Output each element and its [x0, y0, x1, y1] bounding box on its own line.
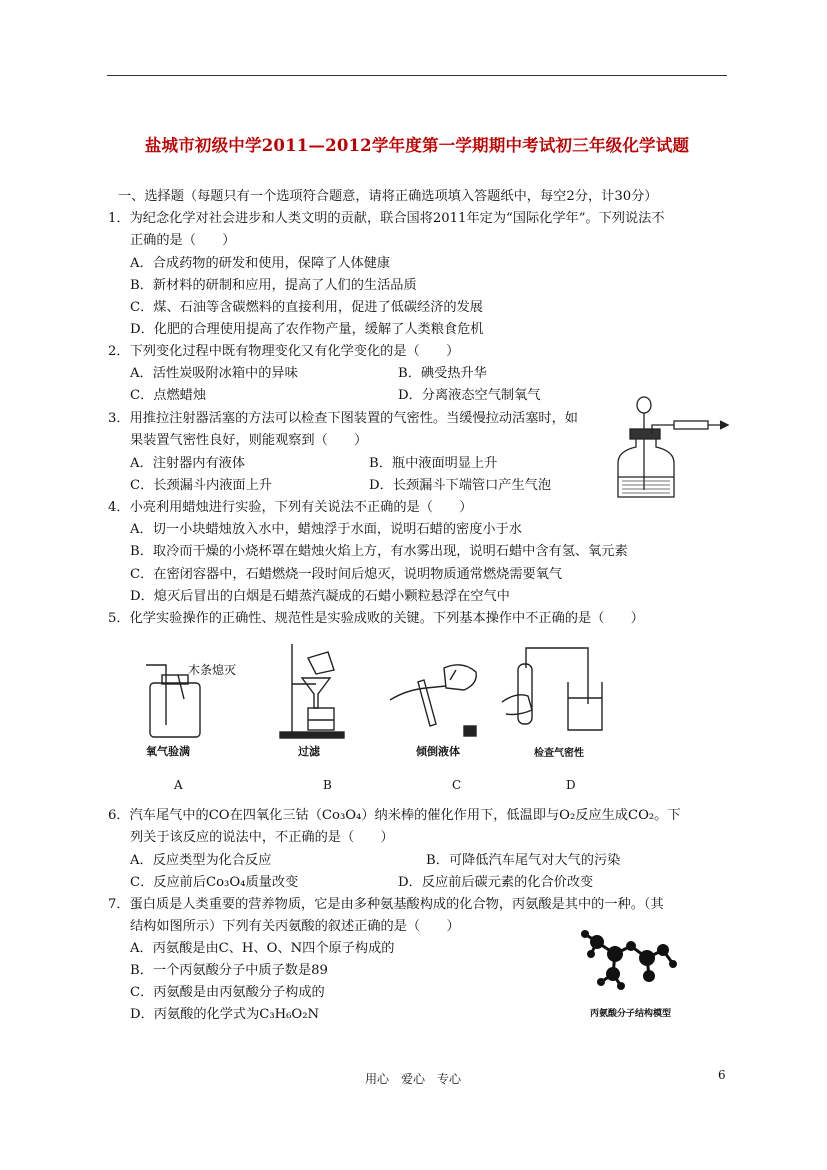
q6-option-c: C．反应前后Co₃O₄质量改变 [130, 875, 299, 890]
q5-figure-a-note: 木条熄灭 [188, 663, 237, 677]
q5-letter-a: A [174, 778, 183, 792]
q5-stem: 5．化学实验操作的正确性、规范性是实验成败的关键。下列基本操作中不正确的是（ ） [108, 611, 644, 626]
q6-option-d: D．反应前后碳元素的化合价改变 [398, 875, 594, 890]
q3-stem-cont: 果装置气密性良好，则能观察到（ ） [130, 433, 368, 448]
q7-molecule-model [575, 920, 685, 1000]
q5-figure-b [272, 638, 352, 740]
q1-option-a: A．合成药物的研发和使用，保障了人体健康 [130, 256, 391, 271]
q5-figure-c [386, 650, 486, 745]
q4-option-d: D．熄灭后冒出的白烟是石蜡蒸汽凝成的石蜡小颗粒悬浮在空气中 [130, 589, 510, 604]
q4-option-a: A．切一小块蜡烛放入水中，蜡烛浮于水面，说明石蜡的密度小于水 [130, 522, 522, 537]
q2-option-b: B．碘受热升华 [398, 366, 487, 381]
q2-option-a: A．活性炭吸附冰箱中的异味 [130, 366, 298, 381]
q4-option-b: B．取冷而干燥的小烧杯罩在蜡烛火焰上方，有水雾出现，说明石蜡中含有氢、氧元素 [130, 544, 628, 559]
q7-model-caption: 丙氨酸分子结构模型 [590, 1009, 672, 1019]
page-title: 盐城市初级中学2011—2012学年度第一学期期中考试初三年级化学试题 [144, 136, 690, 155]
q6-stem: 6．汽车尾气中的CO在四氧化三钴（Co₃O₄）纳米棒的催化作用下，低温即与O₂反应生成CO₂。下 [108, 808, 681, 823]
q2-option-d: D．分离液态空气制氧气 [398, 388, 541, 403]
q5-letter-d: D [566, 778, 576, 792]
page-footer: 用心 爱心 专心 [365, 1072, 462, 1086]
q1-stem: 1．为纪念化学对社会进步和人类文明的贡献，联合国将2011年定为“国际化学年”。下列说法不 [108, 211, 665, 226]
q7-stem-cont: 结构如图所示）下列有关丙氨酸的叙述正确的是（ ） [130, 919, 460, 934]
q7-option-c: C．丙氨酸是由丙氨酸分子构成的 [130, 985, 325, 1000]
q3-option-c: C．长颈漏斗内液面上升 [130, 478, 272, 493]
q3-option-a: A．注射器内有液体 [130, 456, 246, 471]
q5-figure-d [498, 644, 608, 742]
q2-stem: 2．下列变化过程中既有物理变化又有化学变化的是（ ） [108, 344, 460, 359]
q3-option-b: B．瓶中液面明显上升 [369, 456, 498, 471]
q7-option-b: B．一个丙氨酸分子中质子数是89 [130, 963, 328, 978]
q5-caption-c: 倾倒液体 [416, 745, 460, 758]
q3-stem: 3．用推拉注射器活塞的方法可以检查下图装置的气密性。当缓慢拉动活塞时，如 [108, 411, 578, 426]
q3-apparatus-figure [612, 395, 732, 500]
q5-caption-b: 过滤 [298, 745, 320, 758]
q3-option-d: D．长颈漏斗下端管口产生气泡 [369, 478, 552, 493]
q4-stem: 4．小亮利用蜡烛进行实验，下列有关说法不正确的是（ ） [108, 500, 473, 515]
q5-letter-c: C [452, 778, 462, 792]
q5-caption-a: 氧气验满 [146, 745, 190, 758]
q2-option-c: C．点燃蜡烛 [130, 388, 207, 403]
page-number: 6 [718, 1068, 726, 1082]
header-rule [107, 75, 727, 76]
q1-option-b: B．新材料的研制和应用，提高了人们的生活品质 [130, 278, 417, 293]
q7-option-d: D．丙氨酸的化学式为C₃H₆O₂N [130, 1007, 320, 1022]
q7-option-a: A．丙氨酸是由C、H、O、N四个原子构成的 [130, 941, 395, 956]
q7-stem: 7．蛋白质是人类重要的营养物质，它是由多种氨基酸构成的化合物，丙氨酸是其中的一种。（其 [108, 897, 664, 912]
q5-letter-b: B [323, 778, 332, 792]
q1-stem-cont: 正确的是（ ） [130, 233, 236, 248]
q6-stem-cont: 列关于该反应的说法中，不正确的是（ ） [130, 830, 394, 845]
q4-option-c: C．在密闭容器中，石蜡燃烧一段时间后熄灭，说明物质通常燃烧需要氧气 [130, 567, 563, 582]
q1-option-d: D．化肥的合理使用提高了农作物产量，缓解了人类粮食危机 [130, 322, 484, 337]
q5-caption-d: 检查气密性 [534, 748, 584, 759]
section-heading: 一、选择题（每题只有一个选项符合题意，请将正确选项填入答题纸中，每空2分，计30分） [118, 189, 658, 204]
q1-option-c: C．煤、石油等含碳燃料的直接利用，促进了低碳经济的发展 [130, 300, 483, 315]
q6-option-a: A．反应类型为化合反应 [130, 853, 272, 868]
q6-option-b: B．可降低汽车尾气对大气的污染 [426, 853, 621, 868]
